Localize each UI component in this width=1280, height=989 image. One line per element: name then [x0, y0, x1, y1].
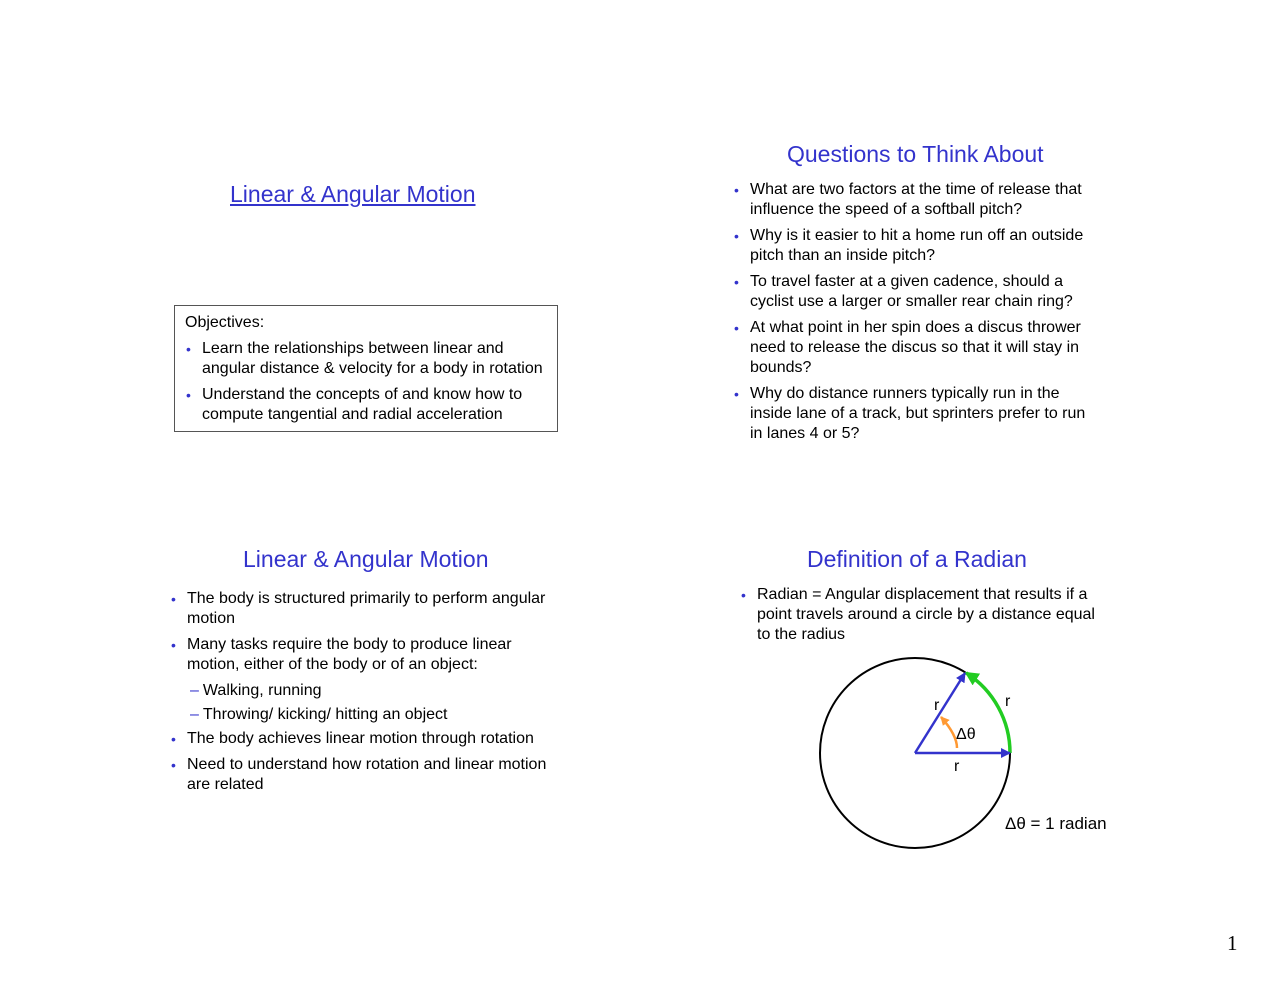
page-number: 1 [1227, 931, 1238, 955]
radian-caption: Δθ = 1 radian [1005, 814, 1107, 833]
slide3-title: Linear & Angular Motion [243, 546, 489, 572]
delta-theta-label: Δθ [956, 726, 976, 743]
bullet-item: • The body achieves linear motion through rotation [169, 729, 564, 749]
objective-item: • Learn the relationships between linear and angular distance & velocity for a body in rotation [185, 339, 551, 379]
slide1-title: Linear & Angular Motion [230, 181, 476, 207]
objectives-box [174, 305, 558, 432]
bullet-item: • Need to understand how rotation and linear motion are related [169, 755, 564, 795]
slide2-title: Questions to Think About [787, 141, 1044, 167]
bullet-item: • Many tasks require the body to produce linear motion, either of the body or of an object: [169, 635, 564, 675]
question-item: • Why do distance runners typically run in the inside lane of a track, but sprinters prefer to run in lanes 4 or 5? [732, 384, 1100, 444]
objective-item: • Understand the concepts of and know how to compute tangential and radial acceleration [185, 385, 551, 425]
objectives-label: Objectives: [185, 314, 265, 331]
radian-diagram [800, 640, 1130, 860]
radius-label: r [934, 697, 940, 714]
questions-list [732, 180, 1100, 450]
sub-bullet-text: Walking, running [202, 682, 322, 699]
dash-marker: – [190, 682, 199, 699]
bullet-item: • The body is structured primarily to perform angular motion [169, 589, 564, 629]
sub-bullet-item [169, 681, 564, 701]
slide3-bullets [169, 589, 564, 801]
arc-label: r [1005, 693, 1011, 710]
dash-marker: – [190, 706, 199, 723]
question-item: • At what point in her spin does a discus thrower need to release the discus so that it will stay in bounds? [732, 318, 1100, 378]
question-item: • Why is it easier to hit a home run off an outside pitch than an inside pitch? [732, 226, 1100, 266]
sub-bullet-text: Throwing/ kicking/ hitting an object [202, 706, 448, 723]
angle-arrow [941, 717, 957, 748]
question-item: • What are two factors at the time of release that influence the speed of a softball pitch? [732, 180, 1100, 220]
bullet-item: • Radian = Angular displacement that results if a point travels around a circle by a distance equal to the radius [739, 585, 1099, 645]
question-item: • To travel faster at a given cadence, should a cyclist use a larger or smaller rear chain ring? [732, 272, 1100, 312]
slide4-title: Definition of a Radian [807, 546, 1027, 572]
sub-bullet-item [169, 705, 564, 725]
base-label: r [954, 758, 960, 775]
